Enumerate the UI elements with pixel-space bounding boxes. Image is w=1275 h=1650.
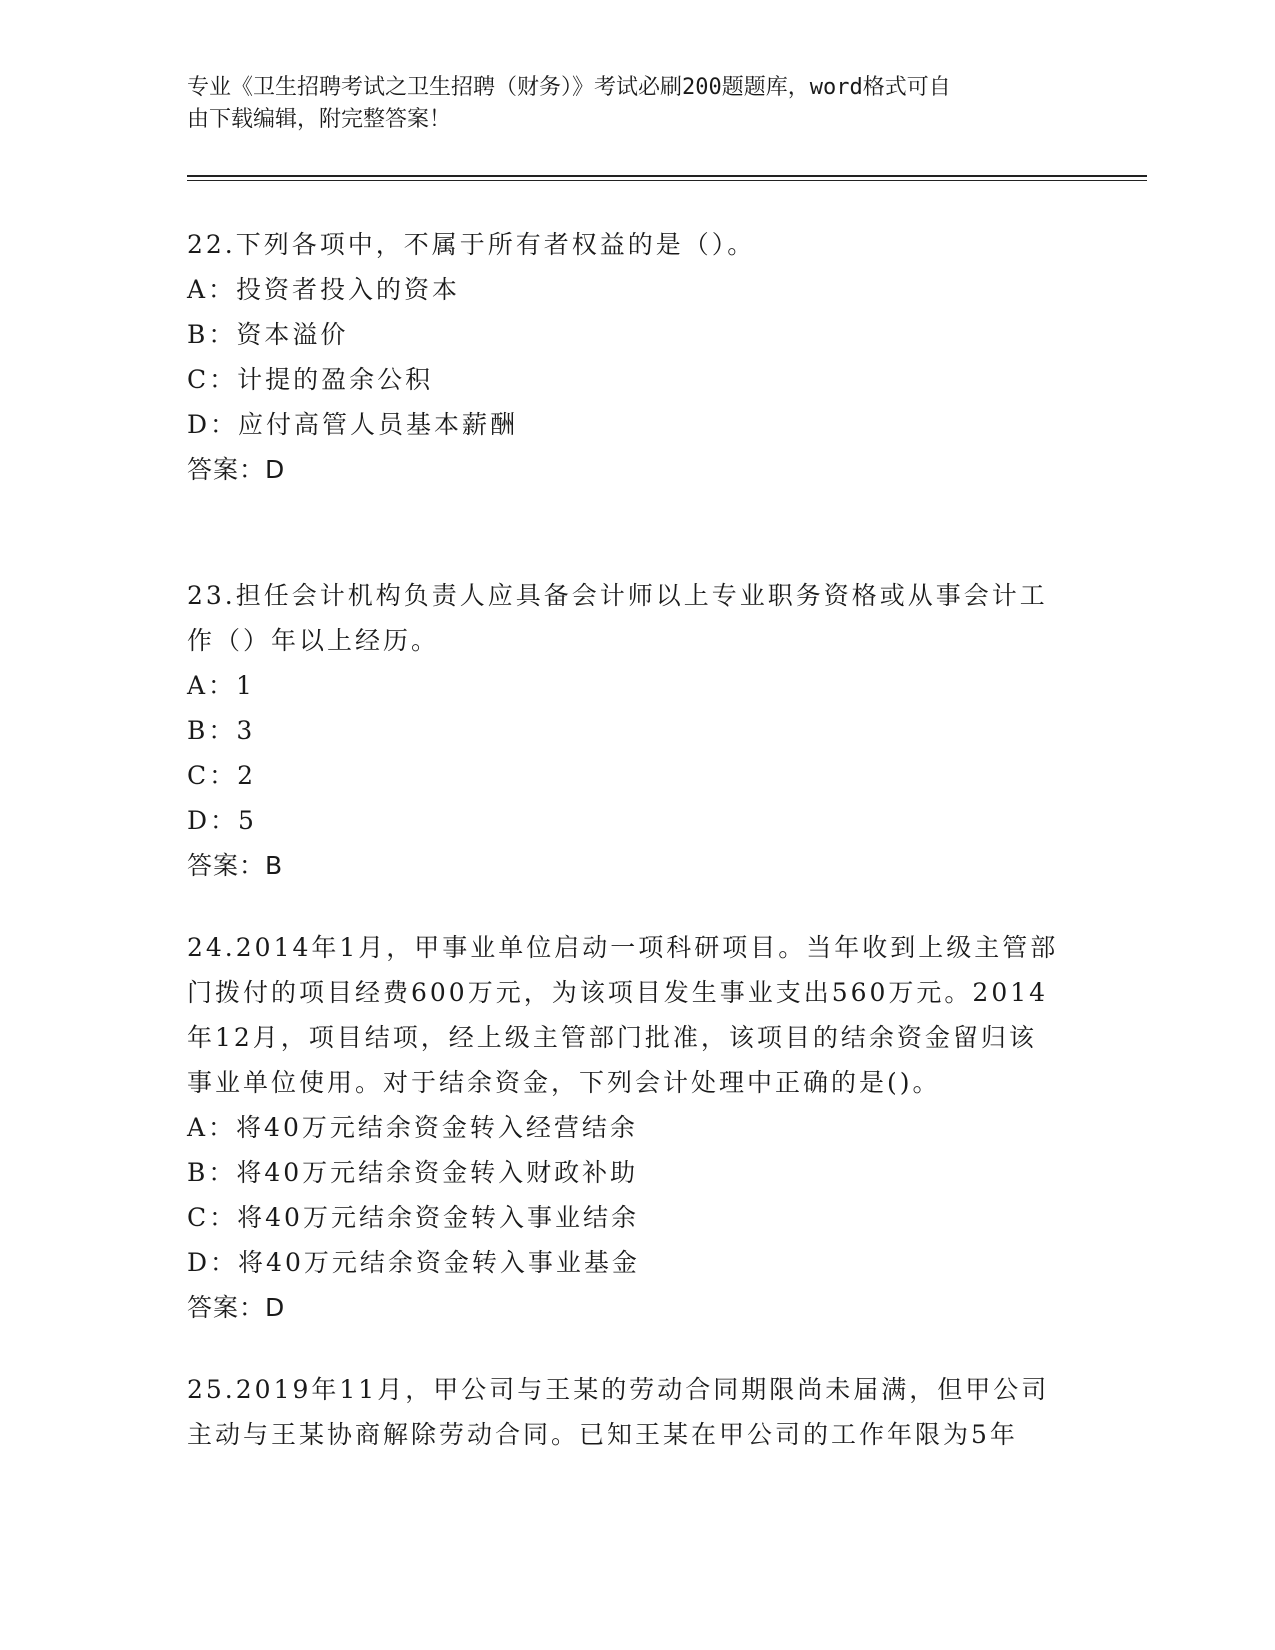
question-24 — [187, 925, 1087, 1330]
question-stem: 25.2019年11月，甲公司与王某的劳动合同期限尚未届满，但甲公司 — [187, 1375, 1050, 1404]
question-23 — [187, 573, 1087, 888]
option-b: B：将40万元结余资金转入财政补助 — [187, 1158, 639, 1187]
header-divider — [187, 175, 1147, 177]
option-b: B：资本溢价 — [187, 320, 349, 349]
option-a: A：将40万元结余资金转入经营结余 — [187, 1113, 638, 1142]
option-c: C：2 — [187, 761, 257, 790]
answer-label: 答案：D — [187, 455, 286, 484]
question-stem: 24.2014年1月，甲事业单位启动一项科研项目。当年收到上级主管部 — [187, 933, 1059, 962]
option-a: A：投资者投入的资本 — [187, 275, 461, 304]
option-d: D：5 — [187, 806, 257, 835]
option-c: C：将40万元结余资金转入事业结余 — [187, 1203, 639, 1232]
option-c: C：计提的盈余公积 — [187, 365, 434, 394]
question-22 — [187, 222, 1087, 492]
header-line: 由下载编辑，附完整答案！ — [187, 107, 452, 132]
question-stem: 23.担任会计机构负责人应具备会计师以上专业职务资格或从事会计工 — [187, 581, 1048, 610]
document-header — [187, 72, 1067, 136]
header-line: 专业《卫生招聘考试之卫生招聘（财务）》考试必刷200题题库，word格式可自 — [187, 75, 951, 100]
option-b: B：3 — [187, 716, 256, 745]
option-a: A：1 — [187, 671, 255, 700]
question-stem: 主动与王某协商解除劳动合同。已知王某在甲公司的工作年限为5年 — [187, 1420, 1018, 1449]
answer-label: 答案：B — [187, 851, 284, 880]
option-d: D：应付高管人员基本薪酬 — [187, 410, 519, 439]
header-divider — [187, 180, 1147, 181]
answer-label: 答案：D — [187, 1293, 286, 1322]
option-d: D：将40万元结余资金转入事业基金 — [187, 1248, 640, 1277]
question-stem: 年12月，项目结项，经上级主管部门批准，该项目的结余资金留归该 — [187, 1023, 1037, 1052]
question-stem: 作（）年以上经历。 — [187, 626, 440, 655]
question-stem: 事业单位使用。对于结余资金，下列会计处理中正确的是()。 — [187, 1068, 941, 1097]
question-stem: 门拨付的项目经费600万元，为该项目发生事业支出560万元。2014 — [187, 978, 1049, 1007]
question-stem: 22.下列各项中，不属于所有者权益的是（）。 — [187, 230, 756, 259]
question-25 — [187, 1367, 1087, 1457]
